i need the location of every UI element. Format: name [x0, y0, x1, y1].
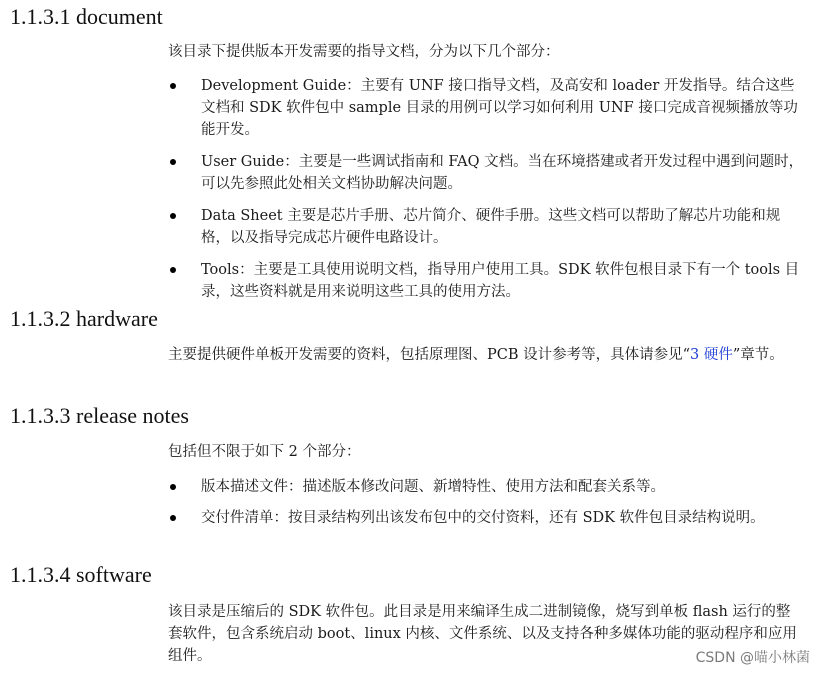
bullet-list-release-notes — [168, 476, 804, 529]
list-item-text: Development Guide：主要有 UNF 接口指导文档，及高安和 loader 开发指导。结合这些文档和 SDK 软件包中 sample 目录的用例可以学习如何利用 UNF 接口完成音视频播放等功能开发。 — [201, 78, 798, 138]
section-heading-document: 1.1.3.1 document — [10, 4, 163, 29]
intro-text: ”章节。 — [732, 347, 784, 363]
chapter-link-hardware[interactable]: 3 硬件 — [690, 347, 733, 363]
bullet-icon — [170, 159, 176, 165]
bullet-icon — [170, 83, 176, 89]
section-intro-software: 该目录是压缩后的 SDK 软件包。此目录是用来编译生成二进制镜像，烧写到单板 flash 运行的整套软件，包含系统启动 boot、linux 内核、文件系统、以及支持各种多媒体功能的驱动程序和应用组件。 — [168, 604, 797, 664]
list-item-text: Tools：主要是工具使用说明文档，指导用户使用工具。SDK 软件包根目录下有一个 tools 目录，这些资料就是用来说明这些工具的使用方法。 — [201, 262, 800, 300]
list-item — [168, 476, 804, 498]
list-item — [168, 507, 804, 529]
bullet-list-document — [168, 75, 804, 303]
section-intro-hardware — [168, 344, 804, 366]
list-item-text: User Guide：主要是一些调试指南和 FAQ 文档。当在环境搭建或者开发过程中遇到问题时，可以先参照此处相关文档协助解决问题。 — [201, 154, 804, 192]
section-intro-document: 该目录下提供版本开发需要的指导文档，分为以下几个部分： — [168, 44, 560, 60]
bullet-icon — [170, 267, 176, 273]
section-intro-release-notes: 包括但不限于如下 2 个部分： — [168, 444, 361, 460]
watermark-text: CSDN @喵小林菌 — [695, 650, 810, 666]
bullet-icon — [170, 515, 176, 521]
section-heading-hardware: 1.1.3.2 hardware — [10, 306, 158, 331]
bullet-icon — [170, 484, 176, 490]
intro-text: 主要提供硬件单板开发需要的资料，包括原理图、PCB 设计参考等，具体请参见“ — [168, 347, 691, 363]
list-item — [168, 259, 804, 303]
bullet-icon — [170, 213, 176, 219]
list-item — [168, 151, 804, 195]
list-item — [168, 75, 804, 141]
section-heading-release-notes: 1.1.3.3 release notes — [10, 403, 189, 428]
list-item-text: 版本描述文件：描述版本修改问题、新增特性、使用方法和配套关系等。 — [201, 479, 665, 495]
section-heading-software: 1.1.3.4 software — [10, 562, 152, 587]
list-item — [168, 205, 804, 249]
list-item-text: Data Sheet 主要是芯片手册、芯片简介、硬件手册。这些文档可以帮助了解芯片功能和规格，以及指导完成芯片硬件电路设计。 — [201, 208, 781, 246]
list-item-text: 交付件清单：按目录结构列出该发布包中的交付资料，还有 SDK 软件包目录结构说明。 — [201, 510, 765, 526]
